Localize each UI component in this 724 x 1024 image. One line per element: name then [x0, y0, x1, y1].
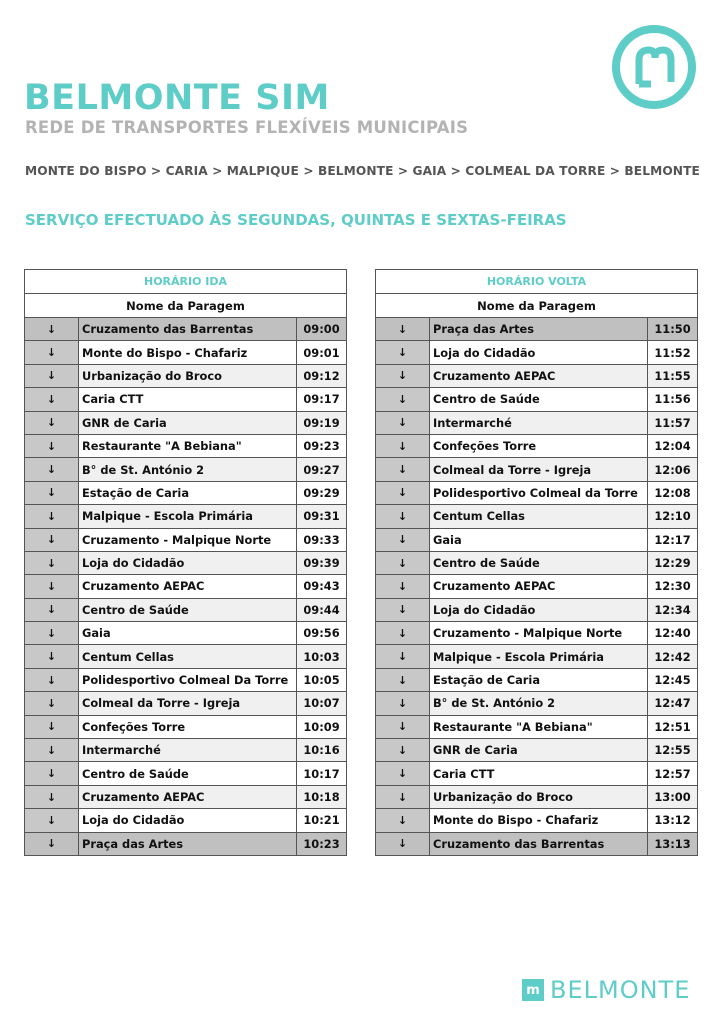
arrow-down-icon: ↓ [25, 832, 79, 855]
table-row [376, 551, 698, 574]
stop-name: GNR de Caria [79, 411, 297, 434]
table-row [25, 762, 347, 785]
stop-name: Colmeal da Torre - Igreja [430, 458, 648, 481]
stop-name: Polidesportivo Colmeal da Torre [430, 481, 648, 504]
stop-time: 09:12 [297, 364, 347, 387]
schedule-table-ida [24, 269, 347, 856]
table-row [376, 505, 698, 528]
stop-time: 12:08 [648, 481, 698, 504]
table-row [25, 318, 347, 341]
stop-name: Loja do Cidadão [430, 341, 648, 364]
table-row [25, 715, 347, 738]
stop-time: 10:21 [297, 809, 347, 832]
arrow-down-icon: ↓ [376, 388, 430, 411]
stop-time: 09:17 [297, 388, 347, 411]
arrow-down-icon: ↓ [25, 692, 79, 715]
stop-time: 12:51 [648, 715, 698, 738]
stop-time: 11:50 [648, 318, 698, 341]
stop-name: Loja do Cidadão [79, 809, 297, 832]
table-title: HORÁRIO VOLTA [376, 270, 698, 294]
stop-time: 12:40 [648, 622, 698, 645]
stop-time: 12:06 [648, 458, 698, 481]
table-row [376, 762, 698, 785]
stop-name: Cruzamento AEPAC [79, 785, 297, 808]
stop-name: Centro de Saúde [79, 598, 297, 621]
table-row [376, 715, 698, 738]
arrow-down-icon: ↓ [25, 785, 79, 808]
stop-time: 12:17 [648, 528, 698, 551]
stop-time: 10:18 [297, 785, 347, 808]
table-row [376, 598, 698, 621]
arrow-down-icon: ↓ [25, 551, 79, 574]
table-row [25, 832, 347, 855]
stop-name: B° de St. António 2 [79, 458, 297, 481]
table-row [376, 388, 698, 411]
stop-name: Monte do Bispo - Chafariz [79, 341, 297, 364]
stop-time: 12:04 [648, 434, 698, 457]
arrow-down-icon: ↓ [376, 692, 430, 715]
arrow-down-icon: ↓ [376, 411, 430, 434]
arrow-down-icon: ↓ [376, 622, 430, 645]
stop-name: Malpique - Escola Primária [79, 505, 297, 528]
stop-time: 09:23 [297, 434, 347, 457]
arrow-down-icon: ↓ [25, 341, 79, 364]
arrow-down-icon: ↓ [25, 528, 79, 551]
stop-name: Confeções Torre [430, 434, 648, 457]
arrow-down-icon: ↓ [376, 458, 430, 481]
arrow-down-icon: ↓ [25, 505, 79, 528]
stop-name: Restaurante "A Bebiana" [79, 434, 297, 457]
stop-name: Urbanização do Broco [79, 364, 297, 387]
table-row [25, 528, 347, 551]
stop-name: Centum Cellas [430, 505, 648, 528]
arrow-down-icon: ↓ [376, 528, 430, 551]
arrow-down-icon: ↓ [25, 598, 79, 621]
schedule-table-volta [375, 269, 698, 856]
stop-name: Cruzamento das Barrentas [79, 318, 297, 341]
page-subtitle: REDE DE TRANSPORTES FLEXÍVEIS MUNICIPAIS [25, 118, 469, 137]
stop-name: Loja do Cidadão [430, 598, 648, 621]
arrow-down-icon: ↓ [376, 762, 430, 785]
stop-time: 10:17 [297, 762, 347, 785]
stop-name: Caria CTT [79, 388, 297, 411]
table-row [376, 364, 698, 387]
stop-time: 12:29 [648, 551, 698, 574]
stop-name: Polidesportivo Colmeal Da Torre [79, 668, 297, 691]
stop-name: Estação de Caria [79, 481, 297, 504]
table-row [25, 481, 347, 504]
table-row [376, 785, 698, 808]
stop-name: Intermarché [430, 411, 648, 434]
stop-time: 13:00 [648, 785, 698, 808]
stop-name: Estação de Caria [430, 668, 648, 691]
table-row [25, 785, 347, 808]
stop-name: Monte do Bispo - Chafariz [430, 809, 648, 832]
table-row [25, 505, 347, 528]
stop-time: 12:34 [648, 598, 698, 621]
table-title: HORÁRIO IDA [25, 270, 347, 294]
table-row [25, 341, 347, 364]
stop-time: 09:29 [297, 481, 347, 504]
stop-name: Cruzamento AEPAC [430, 364, 648, 387]
stop-name: Cruzamento AEPAC [430, 575, 648, 598]
stop-name: Cruzamento AEPAC [79, 575, 297, 598]
stop-time: 09:27 [297, 458, 347, 481]
arrow-down-icon: ↓ [25, 434, 79, 457]
stop-name: Intermarché [79, 739, 297, 762]
footer-logo-text: BELMONTE [550, 976, 691, 1004]
stop-time: 09:44 [297, 598, 347, 621]
table-row [376, 458, 698, 481]
service-days: SERVIÇO EFECTUADO ÀS SEGUNDAS, QUINTAS E SEXTAS-FEIRAS [25, 211, 567, 229]
table-row [376, 739, 698, 762]
table-row [25, 668, 347, 691]
arrow-down-icon: ↓ [376, 832, 430, 855]
arrow-down-icon: ↓ [25, 388, 79, 411]
stop-name: Centro de Saúde [79, 762, 297, 785]
footer-logo [522, 976, 690, 1004]
stop-time: 09:56 [297, 622, 347, 645]
arrow-down-icon: ↓ [25, 668, 79, 691]
table-row [376, 622, 698, 645]
table-row [25, 458, 347, 481]
stop-name: Centum Cellas [79, 645, 297, 668]
table-row [376, 668, 698, 691]
arrow-down-icon: ↓ [376, 364, 430, 387]
stop-time: 12:47 [648, 692, 698, 715]
stop-time: 10:05 [297, 668, 347, 691]
stop-name: Urbanização do Broco [430, 785, 648, 808]
table-row [25, 598, 347, 621]
arrow-down-icon: ↓ [25, 481, 79, 504]
arrow-down-icon: ↓ [376, 739, 430, 762]
stop-time: 11:52 [648, 341, 698, 364]
table-row [376, 645, 698, 668]
arrow-down-icon: ↓ [25, 622, 79, 645]
arrow-down-icon: ↓ [376, 809, 430, 832]
page-title: BELMONTE SIM [24, 78, 330, 118]
stop-time: 10:03 [297, 645, 347, 668]
arrow-down-icon: ↓ [376, 668, 430, 691]
table-row [25, 364, 347, 387]
stop-name: Gaia [79, 622, 297, 645]
stop-time: 09:01 [297, 341, 347, 364]
table-row [376, 528, 698, 551]
stop-name: Colmeal da Torre - Igreja [79, 692, 297, 715]
arrow-down-icon: ↓ [376, 341, 430, 364]
stop-name: Cruzamento - Malpique Norte [430, 622, 648, 645]
stop-time: 09:19 [297, 411, 347, 434]
table-row [376, 809, 698, 832]
table-row [376, 692, 698, 715]
stop-time: 10:09 [297, 715, 347, 738]
stop-name: Confeções Torre [79, 715, 297, 738]
arrow-down-icon: ↓ [25, 318, 79, 341]
stop-time: 09:33 [297, 528, 347, 551]
table-row [25, 739, 347, 762]
stop-name: B° de St. António 2 [430, 692, 648, 715]
stop-name: Loja do Cidadão [79, 551, 297, 574]
arrow-down-icon: ↓ [25, 762, 79, 785]
stop-name: Cruzamento das Barrentas [430, 832, 648, 855]
table-row [376, 832, 698, 855]
table-row [25, 575, 347, 598]
belmonte-logo-icon [611, 24, 697, 110]
stop-time: 09:00 [297, 318, 347, 341]
stop-name: Centro de Saúde [430, 551, 648, 574]
arrow-down-icon: ↓ [25, 411, 79, 434]
arrow-down-icon: ↓ [376, 598, 430, 621]
arrow-down-icon: ↓ [376, 481, 430, 504]
table-row [25, 434, 347, 457]
table-row [376, 434, 698, 457]
arrow-down-icon: ↓ [25, 739, 79, 762]
arrow-down-icon: ↓ [376, 575, 430, 598]
stop-name: Gaia [430, 528, 648, 551]
stop-time: 11:55 [648, 364, 698, 387]
stop-name: Praça das Artes [430, 318, 648, 341]
stop-time: 11:57 [648, 411, 698, 434]
arrow-down-icon: ↓ [25, 809, 79, 832]
stop-name: Praça das Artes [79, 832, 297, 855]
stop-time: 12:42 [648, 645, 698, 668]
stop-name: Malpique - Escola Primária [430, 645, 648, 668]
stop-time: 10:16 [297, 739, 347, 762]
arrow-down-icon: ↓ [376, 785, 430, 808]
arrow-down-icon: ↓ [25, 715, 79, 738]
arrow-down-icon: ↓ [376, 318, 430, 341]
table-row [376, 481, 698, 504]
stop-name: Centro de Saúde [430, 388, 648, 411]
table-row [25, 411, 347, 434]
stop-time: 12:57 [648, 762, 698, 785]
stop-time: 10:07 [297, 692, 347, 715]
stop-time: 09:31 [297, 505, 347, 528]
stop-time: 12:10 [648, 505, 698, 528]
table-row [25, 622, 347, 645]
stop-time: 12:55 [648, 739, 698, 762]
stop-name: Cruzamento - Malpique Norte [79, 528, 297, 551]
stop-time: 12:45 [648, 668, 698, 691]
stop-time: 10:23 [297, 832, 347, 855]
arrow-down-icon: ↓ [376, 645, 430, 668]
stop-time: 12:30 [648, 575, 698, 598]
table-row [376, 411, 698, 434]
column-header: Nome da Paragem [376, 294, 698, 318]
arrow-down-icon: ↓ [25, 458, 79, 481]
table-row [25, 645, 347, 668]
arrow-down-icon: ↓ [376, 551, 430, 574]
arrow-down-icon: ↓ [25, 364, 79, 387]
arrow-down-icon: ↓ [25, 575, 79, 598]
stop-name: Caria CTT [430, 762, 648, 785]
stop-name: GNR de Caria [430, 739, 648, 762]
arrow-down-icon: ↓ [376, 715, 430, 738]
table-row [25, 809, 347, 832]
arrow-down-icon: ↓ [376, 505, 430, 528]
stop-time: 11:56 [648, 388, 698, 411]
table-row [376, 575, 698, 598]
column-header: Nome da Paragem [25, 294, 347, 318]
table-row [25, 692, 347, 715]
table-row [376, 341, 698, 364]
stop-time: 09:39 [297, 551, 347, 574]
table-row [25, 388, 347, 411]
stop-time: 09:43 [297, 575, 347, 598]
arrow-down-icon: ↓ [25, 645, 79, 668]
stop-time: 13:13 [648, 832, 698, 855]
arrow-down-icon: ↓ [376, 434, 430, 457]
table-row [376, 318, 698, 341]
route-text: MONTE DO BISPO > CARIA > MALPIQUE > BELMONTE > GAIA > COLMEAL DA TORRE > BELMONTE [25, 164, 700, 178]
stop-name: Restaurante "A Bebiana" [430, 715, 648, 738]
belmonte-mark-icon: m [522, 979, 544, 1001]
table-row [25, 551, 347, 574]
stop-time: 13:12 [648, 809, 698, 832]
